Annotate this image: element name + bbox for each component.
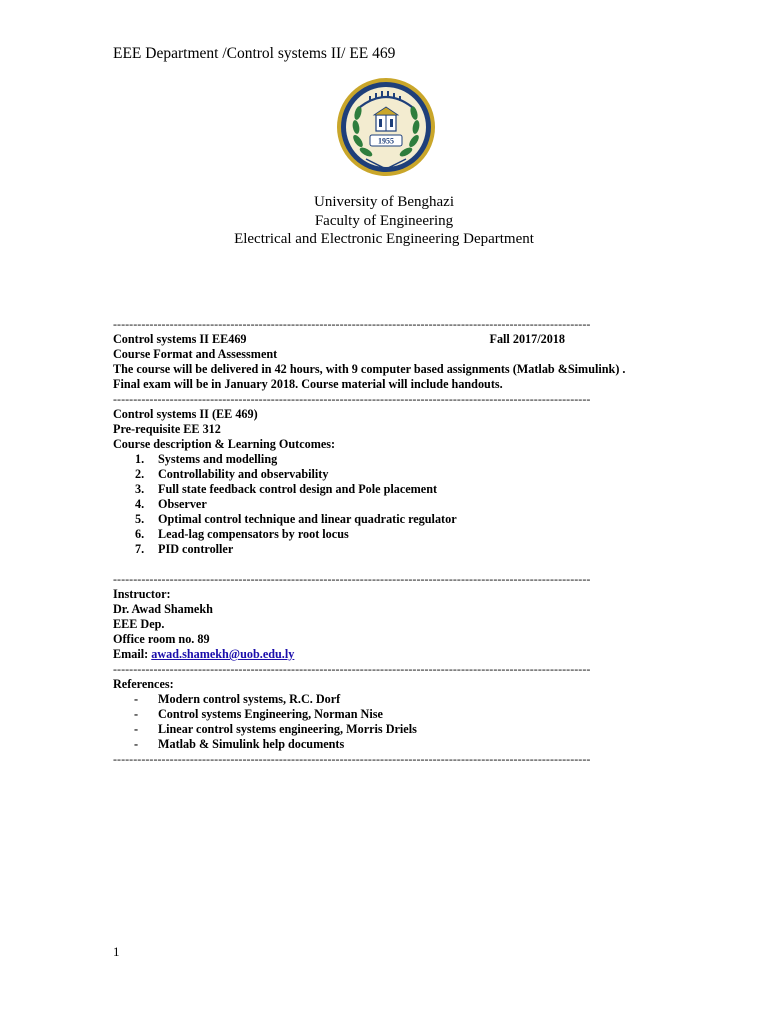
- instructor-name: Dr. Awad Shamekh: [113, 602, 213, 616]
- office-room: Office room no. 89: [113, 632, 210, 646]
- semester: Fall 2017/2018: [489, 332, 565, 346]
- university-seal-icon: [336, 77, 436, 177]
- prerequisite: Pre-requisite EE 312: [113, 422, 221, 436]
- page-number: 1: [113, 944, 120, 959]
- outcome-item: 6. Lead-lag compensators by root locus: [135, 527, 349, 541]
- reference-item: - Linear control systems engineering, Morris Driels: [134, 722, 417, 736]
- dashed-separator: ----------------------------------------------------------------------------------------------------------------------: [113, 572, 591, 586]
- format-heading: Course Format and Assessment: [113, 347, 278, 361]
- instructor-dept: EEE Dep.: [113, 617, 165, 631]
- outcome-item: 3. Full state feedback control design and Pole placement: [135, 482, 438, 496]
- faculty-name: Faculty of Engineering: [314, 212, 454, 229]
- instructor-heading: Instructor:: [113, 587, 171, 601]
- references-heading: References:: [113, 677, 174, 691]
- department-name: Electrical and Electronic Engineering Department: [234, 231, 534, 247]
- course-content: [113, 317, 653, 767]
- course-title: Control systems II (EE 469): [113, 407, 258, 421]
- dashed-separator: ----------------------------------------------------------------------------------------------------------------------: [113, 752, 591, 766]
- reference-item: - Control systems Engineering, Norman Nise: [134, 707, 383, 721]
- outcome-item: 7. PID controller: [135, 542, 234, 556]
- page-header: EEE Department /Control systems II/ EE 469: [113, 45, 396, 62]
- reference-item: - Matlab & Simulink help documents: [134, 737, 345, 751]
- university-seal: [336, 77, 436, 177]
- email-label: Email:: [113, 647, 149, 661]
- format-line-1: The course will be delivered in 42 hours, with 9 computer based assignments (Matlab &Simulink) .: [113, 362, 626, 376]
- dashed-separator: ----------------------------------------------------------------------------------------------------------------------: [113, 392, 591, 406]
- outcome-item: 5. Optimal control technique and linear quadratic regulator: [135, 512, 457, 526]
- reference-item: - Modern control systems, R.C. Dorf: [134, 692, 341, 706]
- outcomes-heading: Course description & Learning Outcomes:: [113, 437, 336, 451]
- outcome-item: 2. Controllability and observability: [135, 467, 329, 481]
- email-link[interactable]: awad.shamekh@uob.edu.ly: [151, 647, 295, 661]
- email-line: [113, 647, 653, 662]
- seal-year: 1955: [378, 136, 394, 146]
- course-line: [113, 332, 565, 347]
- dashed-separator: ----------------------------------------------------------------------------------------------------------------------: [113, 662, 591, 676]
- university-name: University of Benghazi: [314, 194, 454, 210]
- format-line-2: Final exam will be in January 2018. Course material will include handouts.: [113, 377, 503, 391]
- dashed-separator: ----------------------------------------------------------------------------------------------------------------------: [113, 317, 591, 331]
- course-name: Control systems II EE469: [113, 332, 247, 346]
- outcome-item: 4. Observer: [135, 497, 207, 511]
- outcome-item: 1. Systems and modelling: [135, 452, 278, 466]
- title-block: [0, 193, 768, 249]
